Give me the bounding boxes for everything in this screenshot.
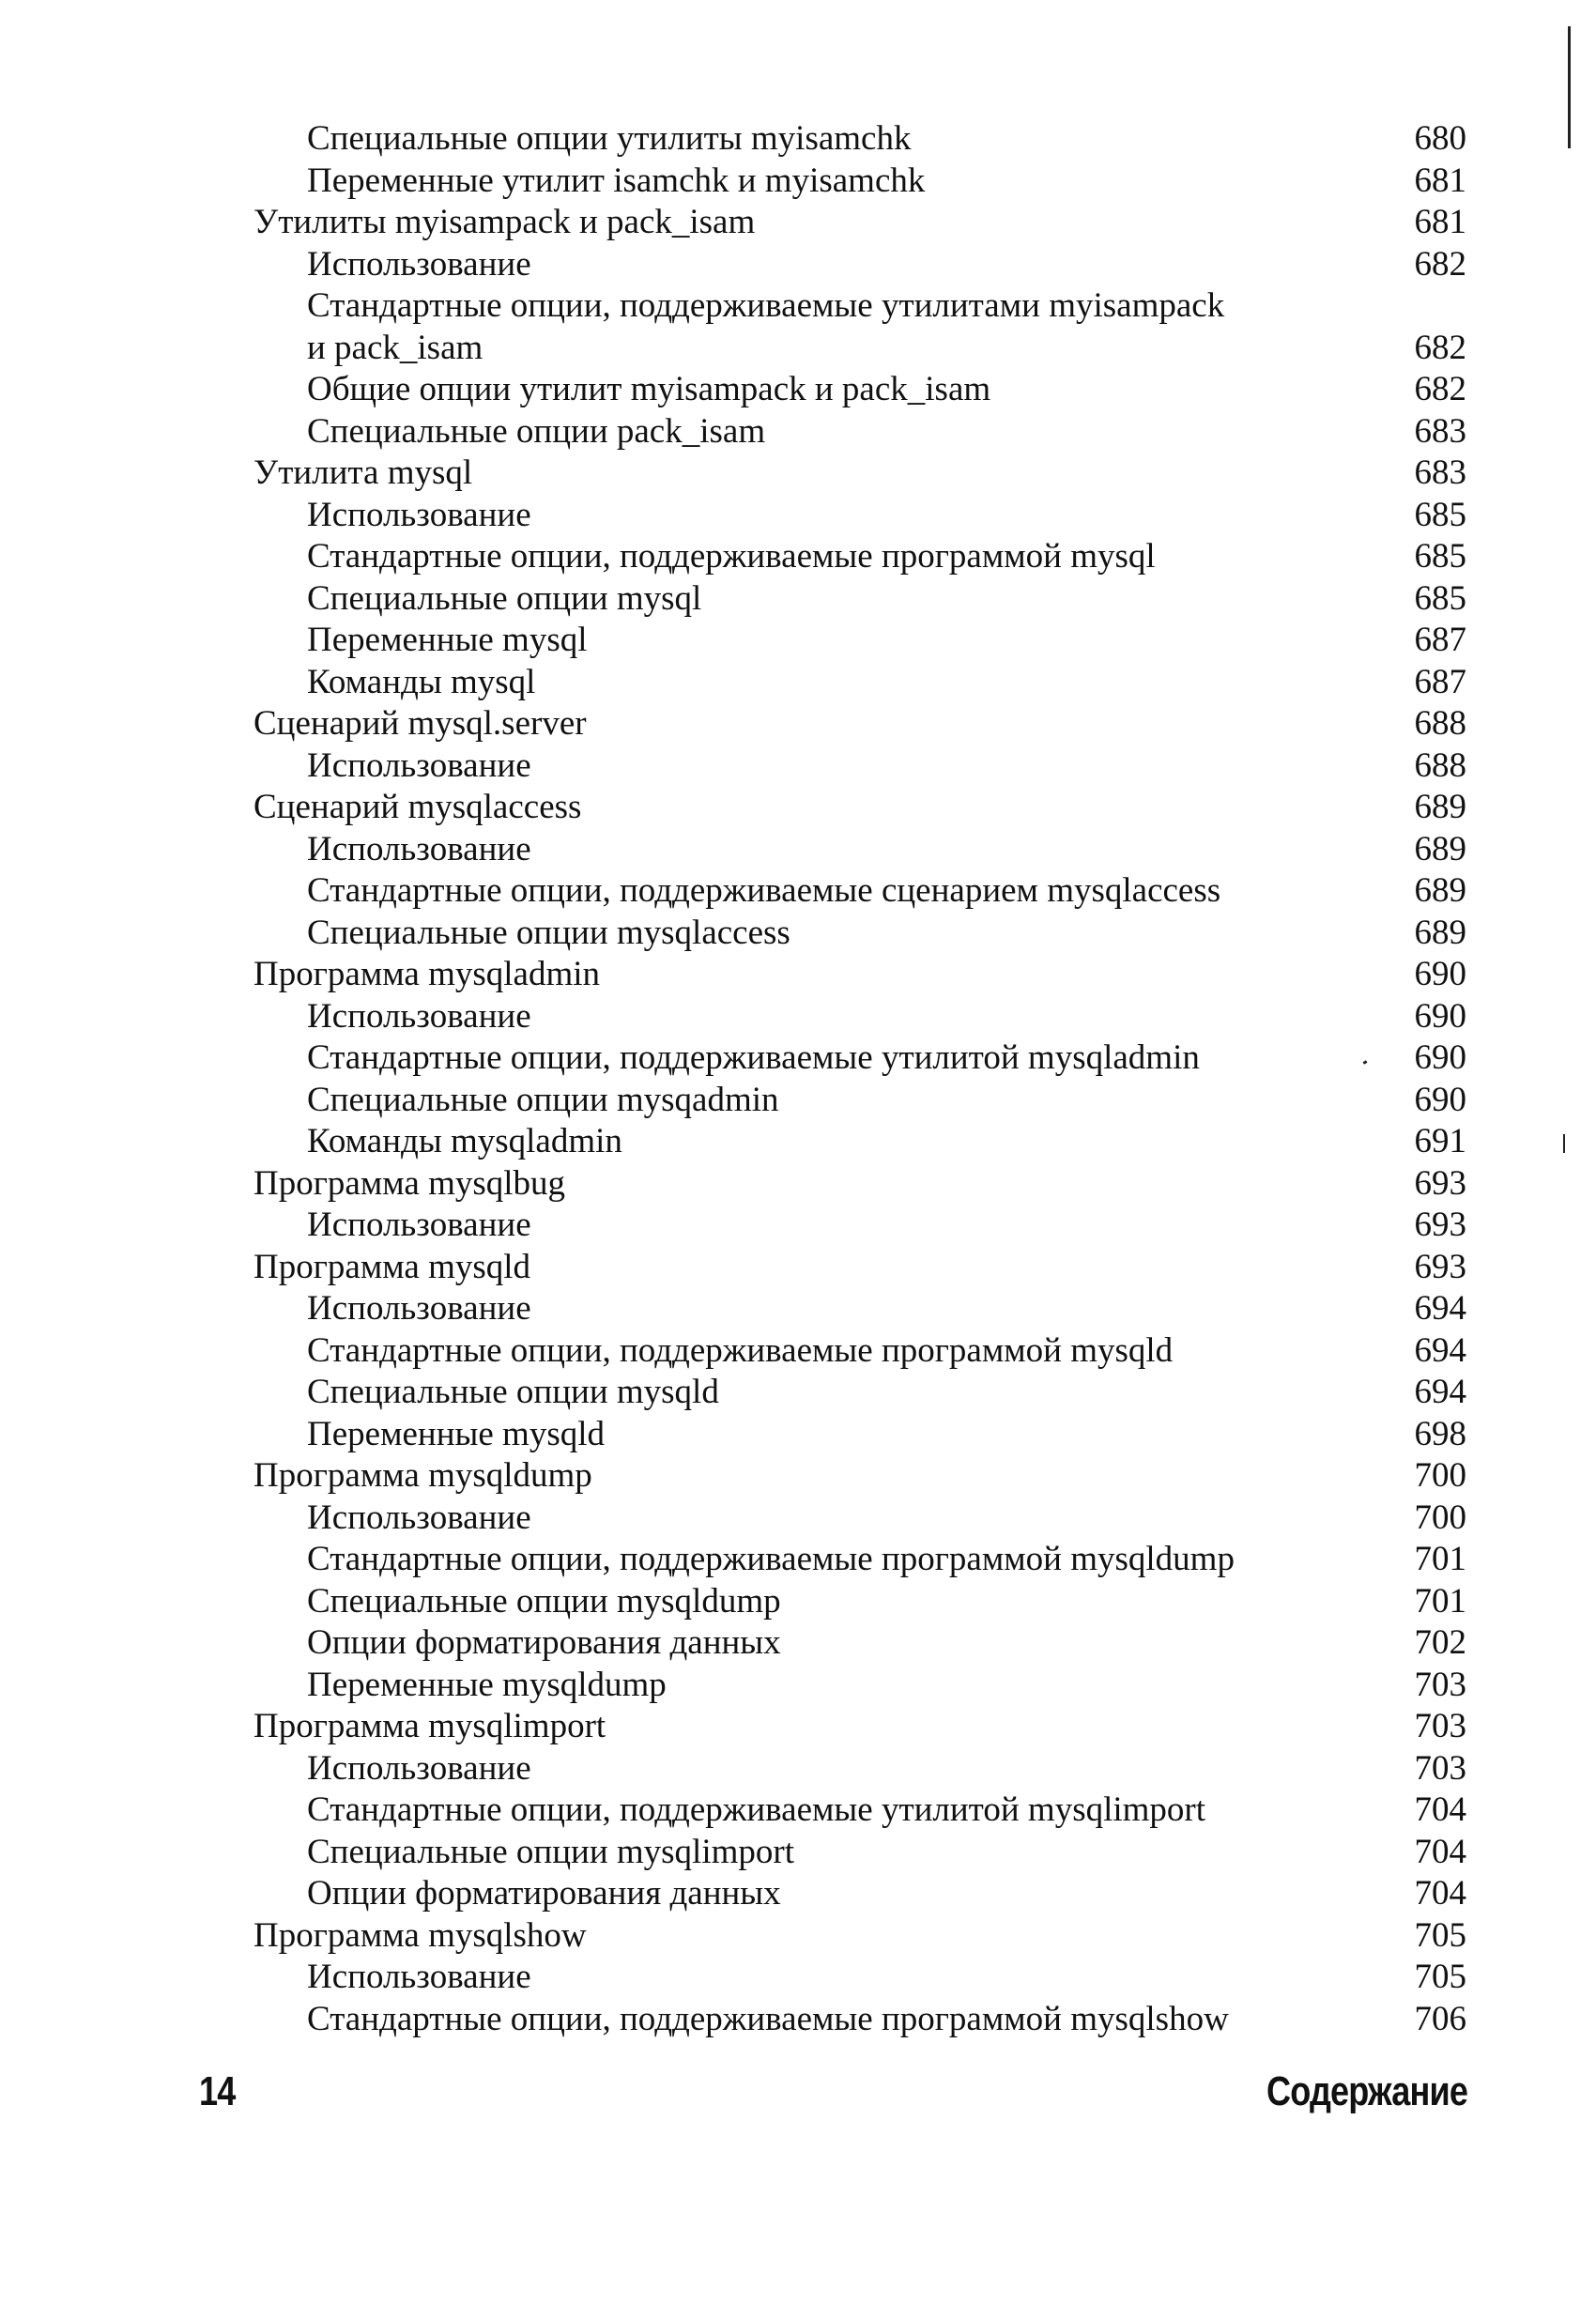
toc-entry-title: Использование (307, 495, 531, 534)
toc-entry (253, 1832, 1466, 1874)
toc-entry-title: Специальные опции mysqadmin (307, 1080, 779, 1119)
toc-entry (253, 202, 1466, 244)
toc-entry-title: Общие опции утилит myisampack и pack_isam (307, 370, 991, 408)
toc-entry (253, 244, 1466, 286)
toc-entry-title: Сценарий mysqlaccess (253, 788, 582, 826)
toc-entry (253, 954, 1466, 996)
toc-entry-page-number: 694 (1414, 1330, 1466, 1370)
toc-entry (253, 1706, 1466, 1748)
toc-entry-page-number: 700 (1414, 1456, 1466, 1495)
toc-entry-title: Использование (307, 244, 531, 284)
toc-entry-page-number: 706 (1414, 1999, 1466, 2038)
toc-entry-title: Программа mysqlshow (253, 1915, 587, 1955)
toc-entry-page-number: 688 (1414, 704, 1466, 743)
toc-entry-title: Стандартные опции, поддерживаемые программой mysqldump (307, 1540, 1235, 1578)
toc-entry (253, 1414, 1466, 1456)
toc-entry-title: Программа mysqlbug (253, 1163, 566, 1203)
toc-entry (253, 620, 1466, 662)
toc-entry-page-number: 690 (1414, 996, 1466, 1036)
toc-entry-title: Опции форматирования данных (307, 1874, 781, 1913)
table-of-contents (253, 118, 1466, 2040)
toc-entry (253, 285, 1466, 328)
toc-entry (253, 745, 1466, 788)
toc-entry (253, 411, 1466, 453)
toc-entry-page-number: 700 (1414, 1498, 1466, 1537)
toc-entry-title: Стандартные опции, поддерживаемые программой mysqld (307, 1330, 1174, 1370)
toc-entry (253, 1539, 1466, 1581)
toc-entry (253, 1915, 1466, 1958)
toc-entry (253, 829, 1466, 871)
toc-entry (253, 1037, 1466, 1080)
toc-entry-page-number: 693 (1414, 1247, 1466, 1286)
toc-entry (253, 453, 1466, 495)
toc-entry (253, 703, 1466, 745)
toc-entry-title: Использование (307, 745, 531, 785)
footer-page-number: 14 (199, 2068, 236, 2114)
toc-entry-page-number: 694 (1414, 1289, 1466, 1328)
toc-entry (253, 1455, 1466, 1498)
toc-entry-page-number: 689 (1414, 788, 1466, 826)
toc-entry-title: Команды mysql (307, 662, 536, 701)
toc-entry-title: Специальные опции mysqld (307, 1373, 719, 1411)
toc-entry (253, 495, 1466, 537)
toc-entry (253, 870, 1466, 913)
toc-entry-page-number: 685 (1414, 578, 1466, 618)
toc-entry-page-number: 690 (1414, 955, 1466, 993)
toc-entry-title: Программа mysqldump (253, 1456, 592, 1495)
toc-entry (253, 1330, 1466, 1373)
footer-section-title: Содержание (1266, 2068, 1467, 2114)
toc-entry (253, 787, 1466, 829)
toc-entry (253, 1581, 1466, 1623)
toc-entry-page-number: 688 (1414, 745, 1466, 785)
toc-entry-page-number: 690 (1414, 1038, 1466, 1077)
toc-entry-page-number: 685 (1414, 537, 1466, 576)
toc-entry (253, 1957, 1466, 1999)
toc-entry-title: Использование (307, 1748, 531, 1788)
toc-entry-title: Использование (307, 1958, 531, 1996)
toc-entry (253, 1622, 1466, 1665)
toc-entry-title: Специальные опции mysql (307, 578, 702, 618)
toc-entry-page-number: 687 (1414, 662, 1466, 701)
scan-edge-mark-top (1568, 26, 1571, 148)
toc-entry-page-number: 703 (1414, 1665, 1466, 1704)
toc-entry (253, 1080, 1466, 1122)
toc-entry (253, 913, 1466, 955)
toc-entry (253, 578, 1466, 621)
scan-edge-mark-middle (1563, 1134, 1565, 1153)
toc-entry-page-number: 690 (1414, 1080, 1466, 1119)
toc-entry (253, 1163, 1466, 1206)
toc-entry-title: Специальные опции pack_isam (307, 411, 766, 451)
toc-entry-title: Утилита mysql (253, 453, 473, 492)
toc-entry (253, 1121, 1466, 1163)
toc-entry (253, 1205, 1466, 1247)
toc-entry-title: Использование (307, 1289, 531, 1328)
toc-entry-page-number: 687 (1414, 621, 1466, 659)
toc-entry-title: Сценарий mysql.server (253, 704, 587, 743)
toc-entry (253, 1665, 1466, 1707)
toc-entry (253, 1999, 1466, 2041)
toc-entry (253, 1748, 1466, 1790)
toc-entry-title: Использование (307, 829, 531, 868)
toc-entry-page-number: 704 (1414, 1832, 1466, 1871)
toc-entry (253, 369, 1466, 411)
toc-entry-page-number: 683 (1414, 453, 1466, 492)
toc-entry-title: Стандартные опции, поддерживаемые утилитой mysqladmin (307, 1038, 1200, 1077)
toc-entry (253, 1873, 1466, 1915)
toc-entry-title: Переменные mysqld (307, 1414, 605, 1453)
toc-entry-page-number: 689 (1414, 829, 1466, 868)
toc-entry-page-number: 689 (1414, 913, 1466, 952)
toc-entry (253, 536, 1466, 578)
toc-entry-page-number: 691 (1414, 1122, 1466, 1160)
toc-entry-page-number: 693 (1414, 1163, 1466, 1203)
toc-entry-page-number: 705 (1414, 1915, 1466, 1955)
toc-entry-title: Команды mysqladmin (307, 1122, 622, 1160)
toc-entry-page-number: 698 (1414, 1414, 1466, 1453)
toc-entry (253, 662, 1466, 704)
toc-entry (253, 996, 1466, 1038)
toc-entry-page-number: 681 (1414, 203, 1466, 241)
toc-entry-page-number: 681 (1414, 161, 1466, 200)
toc-entry-title: и pack_isam (307, 328, 483, 367)
toc-entry-title: Специальные опции mysqlimport (307, 1832, 794, 1871)
toc-entry-page-number: 703 (1414, 1748, 1466, 1788)
toc-entry-title: Программа mysqld (253, 1247, 531, 1286)
toc-entry (253, 1247, 1466, 1289)
toc-entry-page-number: 701 (1414, 1540, 1466, 1578)
toc-entry (253, 1288, 1466, 1330)
toc-entry-title: Специальные опции mysqlaccess (307, 913, 790, 952)
toc-entry-page-number: 705 (1414, 1958, 1466, 1996)
toc-entry-title: Специальные опции mysqldump (307, 1581, 781, 1621)
toc-entry-title: Использование (307, 1498, 531, 1537)
toc-entry-page-number: 682 (1414, 328, 1466, 367)
toc-entry (253, 1498, 1466, 1540)
toc-entry-title: Переменные mysqldump (307, 1665, 667, 1704)
toc-entry-page-number: 694 (1414, 1373, 1466, 1411)
toc-entry-title: Программа mysqlimport (253, 1707, 606, 1745)
toc-entry-page-number: 683 (1414, 411, 1466, 451)
toc-entry (253, 118, 1466, 161)
toc-entry-title: Стандартные опции, поддерживаемые сценарием mysqlaccess (307, 871, 1221, 910)
toc-entry-page-number: 704 (1414, 1790, 1466, 1829)
toc-entry-title: Переменные mysql (307, 621, 588, 659)
toc-entry-page-number: 704 (1414, 1874, 1466, 1913)
toc-entry-title: Утилиты myisampack и pack_isam (253, 203, 756, 241)
toc-entry-title: Переменные утилит isamchk и myisamchk (307, 161, 926, 200)
toc-entry-page-number: 701 (1414, 1581, 1466, 1621)
toc-entry-page-number: 689 (1414, 871, 1466, 910)
toc-entry-page-number: 682 (1414, 244, 1466, 284)
toc-entry-title: Опции форматирования данных (307, 1623, 781, 1662)
toc-entry-title: Стандартные опции, поддерживаемые программой mysql (307, 537, 1156, 576)
toc-entry-page-number: 680 (1414, 119, 1466, 158)
toc-entry-page-number: 702 (1414, 1623, 1466, 1662)
toc-entry-title: Стандартные опции, поддерживаемые утилитами myisampack (307, 286, 1225, 325)
toc-entry-title: Использование (307, 1206, 531, 1244)
toc-entry-title: Использование (307, 996, 531, 1036)
toc-entry (253, 1372, 1466, 1414)
toc-entry-page-number: 693 (1414, 1206, 1466, 1244)
toc-entry-page-number: 703 (1414, 1707, 1466, 1745)
toc-entry (253, 1790, 1466, 1832)
toc-entry-page-number: 682 (1414, 370, 1466, 408)
toc-entry-title: Стандартные опции, поддерживаемые программой mysqlshow (307, 1999, 1229, 2038)
toc-entry (253, 161, 1466, 203)
toc-entry-title: Специальные опции утилиты myisamchk (307, 119, 912, 158)
toc-entry (253, 328, 1466, 370)
toc-entry-title: Программа mysqladmin (253, 955, 601, 993)
toc-entry-title: Стандартные опции, поддерживаемые утилитой mysqlimport (307, 1790, 1206, 1829)
toc-entry-page-number: 685 (1414, 495, 1466, 534)
